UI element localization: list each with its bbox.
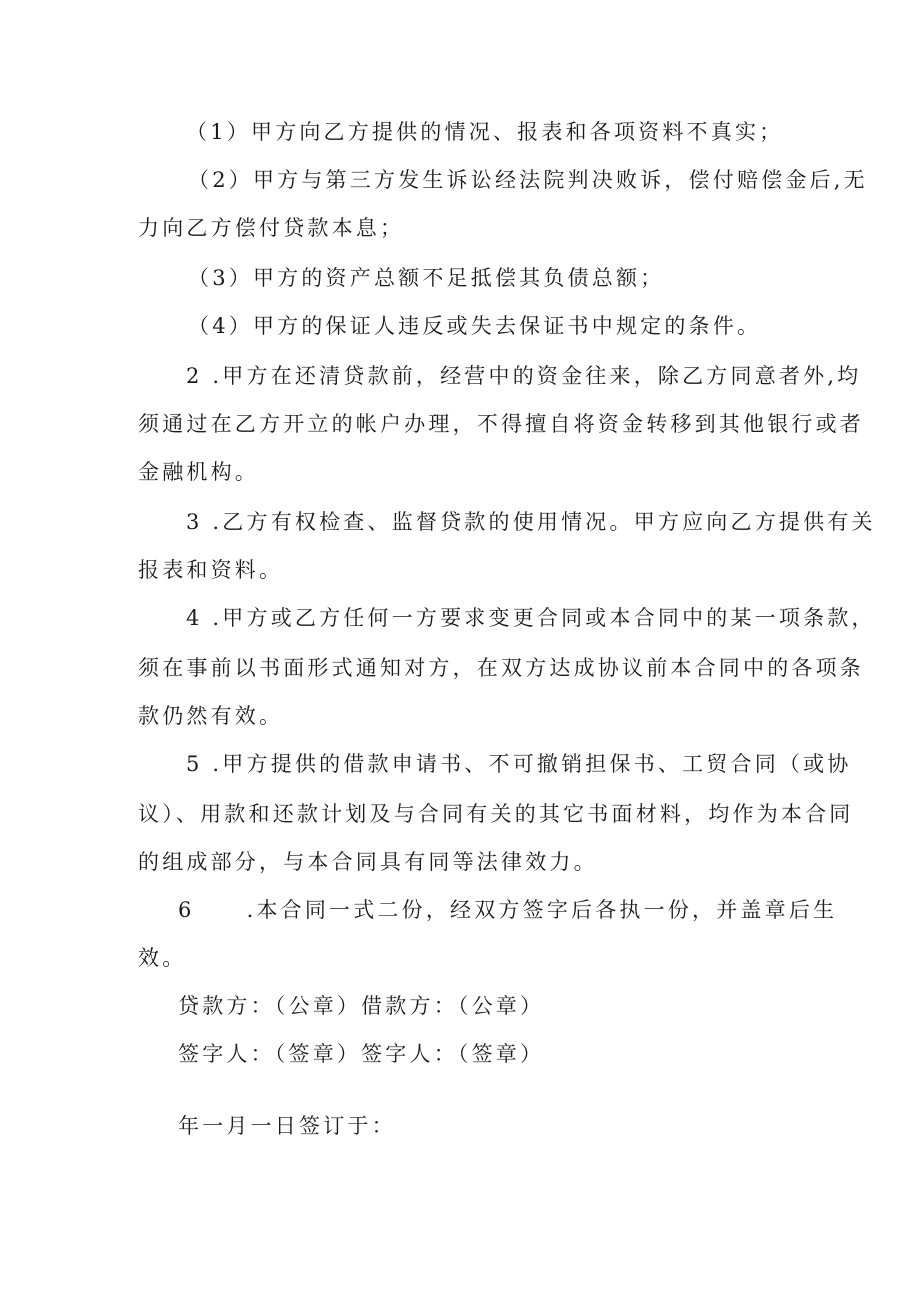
clause-5-continued: 议）、用款和还款计划及与合同有关的其它书面材料，均作为本合同 (138, 802, 854, 826)
clause-3-continued: 报表和资料。 (138, 558, 284, 582)
clause-1-item-3: （3）甲方的资产总额不足抵偿其负债总额； (188, 266, 665, 290)
clause-3: 3 .乙方有权检查、监督贷款的使用情况。甲方应向乙方提供有关 (186, 510, 876, 534)
clause-1-item-2: （2）甲方与第三方发生诉讼经法院判决败诉，偿付赔偿金后,无 (188, 168, 868, 192)
clause-6-text: .本合同一式二份，经双方签字后各执一份，并盖章后生 (246, 898, 838, 922)
lender-borrower-seal-line: 贷款方：（公章）借款方：（公章） (178, 994, 545, 1018)
clause-6 (178, 896, 837, 924)
signing-date-line: 年一月一日签订于： (178, 1114, 396, 1138)
clause-6-continued: 效。 (138, 946, 187, 970)
clause-4-continued: 须在事前以书面形式通知对方，在双方达成协议前本合同中的各项条 (138, 656, 864, 680)
clause-2: 2 .甲方在还清贷款前，经营中的资金往来，除乙方同意者外,均 (186, 364, 862, 388)
clause-1-item-2-continued: 力向乙方偿付贷款本息； (138, 216, 405, 240)
signatory-line: 签字人：（签章）签字人：（签章） (178, 1042, 545, 1066)
clause-4: 4 .甲方或乙方任何一方要求变更合同或本合同中的某一项条款， (186, 606, 876, 630)
clause-4-continued-end: 款仍然有效。 (138, 704, 284, 728)
clause-5-continued-end: 的组成部分，与本合同具有同等法律效力。 (138, 850, 598, 874)
clause-1-item-1: （1）甲方向乙方提供的情况、报表和各项资料不真实； (186, 120, 784, 144)
clause-2-continued-end: 金融机构。 (138, 460, 259, 484)
clause-5: 5 .甲方提供的借款申请书、不可撤销担保书、工贸合同（或协 (186, 752, 852, 776)
clause-1-item-4: （4）甲方的保证人违反或失去保证书中规定的条件。 (188, 314, 762, 338)
clause-6-number: 6 (178, 898, 195, 922)
clause-2-continued: 须通过在乙方开立的帐户办理，不得擅自将资金转移到其他银行或者 (138, 412, 864, 436)
